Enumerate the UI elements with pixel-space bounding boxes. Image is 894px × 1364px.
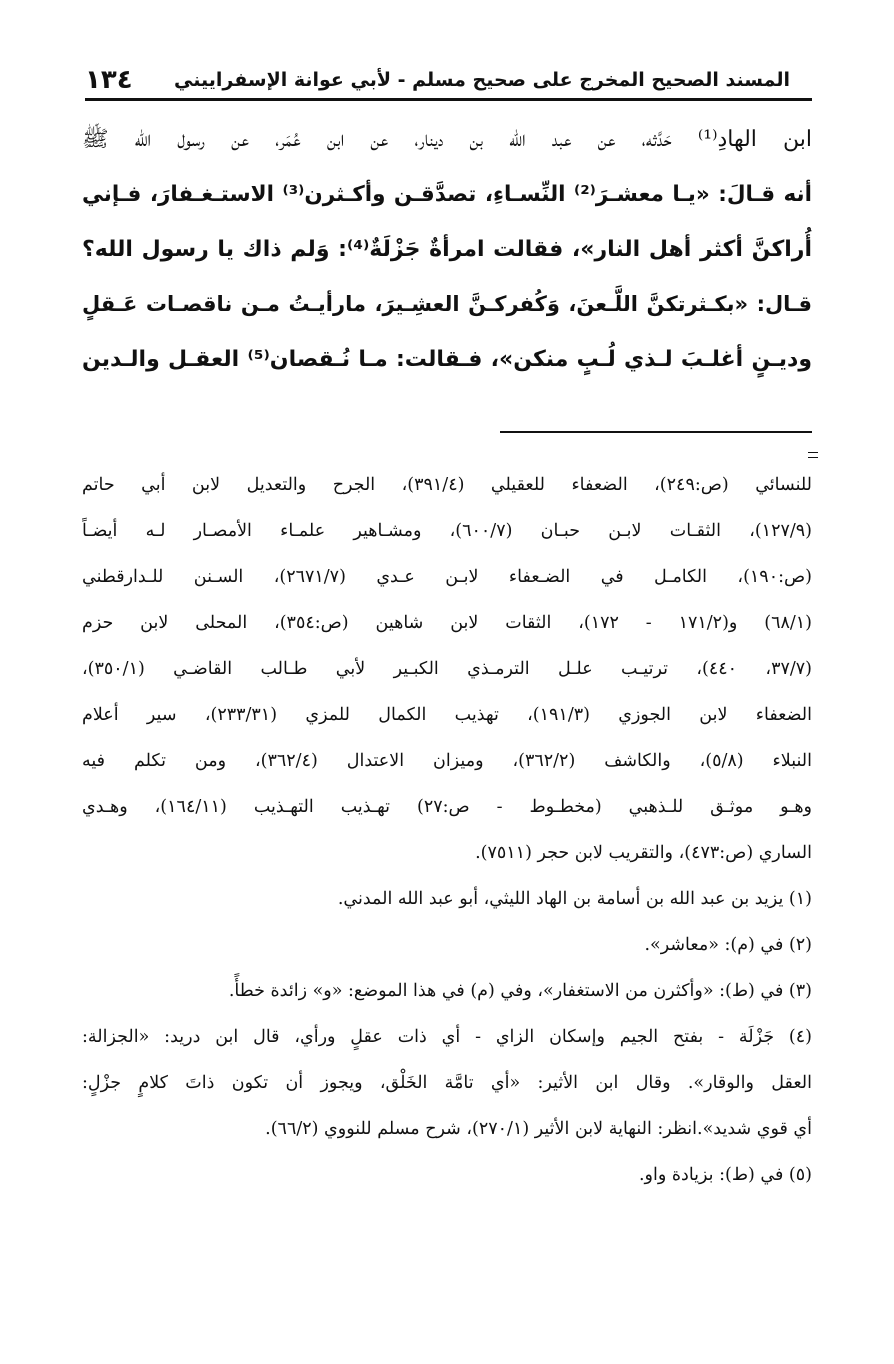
footnotes (82, 462, 812, 1198)
footnote-continuation-line: وهـو موثـق للـذهبي (مخطـوط - ص:٢٧) تهـذيب التهـذيب (١٦٤/١١)، وهـدي (82, 797, 812, 817)
footnote-continuation-line: للنسائي (ص:٢٤٩)، الضعفاء للعقيلي (٣٩١/٤)، الجرح والتعديل لابن أبي حاتم (82, 475, 812, 495)
footnote-continuation-line: (١٢٧/٩)، الثقـات لابـن حبـان (٦٠٠/٧)، ومشـاهير علمـاء الأمصـار لـه أيضـاً (82, 521, 812, 541)
footnote-continuation-line: (٣٧/٧، ٤٤٠)، ترتيـب علـل الترمـذي الكبـير لأبي طـالب القاضـي (٣٥٠/١)، (82, 659, 812, 679)
footnote-continuation-line: (٦٨/١) و(١٧١/٢ - ١٧٢)، الثقات لابن شاهين (ص:٣٥٤)، المحلى لابن حزم (82, 613, 812, 633)
footnote-continuation-line: النبلاء (٥/٨)، والكاشف (٣٦٢/٢)، وميزان الاعتدال (٣٦٢/٤)، ومن تكلم فيه (82, 751, 812, 771)
footnote-5: (٥) في (ط): بزيادة واو. (638, 1165, 812, 1185)
hadith-line: أنه قـالَ: «يـا معشـرَ⁽²⁾ النِّسـاءِ، تصدَّقـن وأكـثرن⁽³⁾ الاستـغـفارَ، فـإني (82, 182, 812, 207)
footnote-4-continued: العقل والوقار». وقال ابن الأثير: «أي تامَّة الخَلْق، ويجوز أن تكون ذاتَ كلامٍ جزْلٍ: (82, 1073, 812, 1093)
hadith-line: ابن الهادِ⁽¹⁾ حَدَّثه، عن عبد الله بن دينار، عن ابن عُمَر، عن رسول الله ﷺ (82, 127, 812, 152)
running-title: المسند الصحيح المخرج على صحيح مسلم - لأبي عوانة الإسفراييني (174, 69, 790, 91)
hadith-line: وديـنٍ أغلـبَ لـذي لُـبٍ منكن»، فـقالت: مـا نُـقصان⁽⁵⁾ العقـل والـدين (82, 347, 812, 372)
hadith-text (82, 112, 812, 387)
page-header (85, 55, 812, 101)
footnote-1: (١) يزيد بن عبد الله بن أسامة بن الهاد الليثي، أبو عبد الله المدني. (337, 889, 812, 909)
footnote-4: (٤) جَزْلَة - بفتح الجيم وإسكان الزاي - أي ذات عقلٍ ورأي، قال ابن دريد: «الجزالة: (82, 1027, 812, 1047)
footnote-4-continued: أي قوي شديد».انظر: النهاية لابن الأثير (٢٧٠/١)، شرح مسلم للنووي (٦٦/٢). (265, 1119, 812, 1139)
hadith-line: قـال: «بكـثرتكنَّ اللَّـعنَ، وَكُفركـنَّ العشِـيرَ، مارأيـتُ مـن ناقصـات عَـقلٍ (82, 292, 812, 316)
continuation-mark (808, 452, 818, 458)
footnote-3: (٣) في (ط): «وأكثرن من الاستغفار»، وفي (م) في هذا الموضع: «و» زائدة خطأً. (228, 981, 812, 1001)
footnote-continuation-line: الضعفاء لابن الجوزي (١٩١/٣)، تهذيب الكمال للمزي (٢٣٣/٣١)، سير أعلام (82, 705, 812, 725)
footnote-2: (٢) في (م): «معاشر». (644, 935, 812, 955)
hadith-line: أُراكنَّ أكثر أهل النار»، فقالت امرأةٌ جَزْلَةٌ⁽⁴⁾: وَلم ذاك يا رسول الله؟ (82, 237, 812, 262)
footnote-continuation-line: الساري (ص:٤٧٣)، والتقريب لابن حجر (٧٥١١). (475, 843, 812, 863)
footnote-continuation-line: (ص:١٩٠)، الكامـل في الضـعفاء لابـن عـدي (٢٦٧١/٧)، السـنن للـدارقطني (82, 567, 812, 587)
page-number: ١٣٤ (85, 65, 133, 95)
footnote-separator (500, 431, 812, 433)
